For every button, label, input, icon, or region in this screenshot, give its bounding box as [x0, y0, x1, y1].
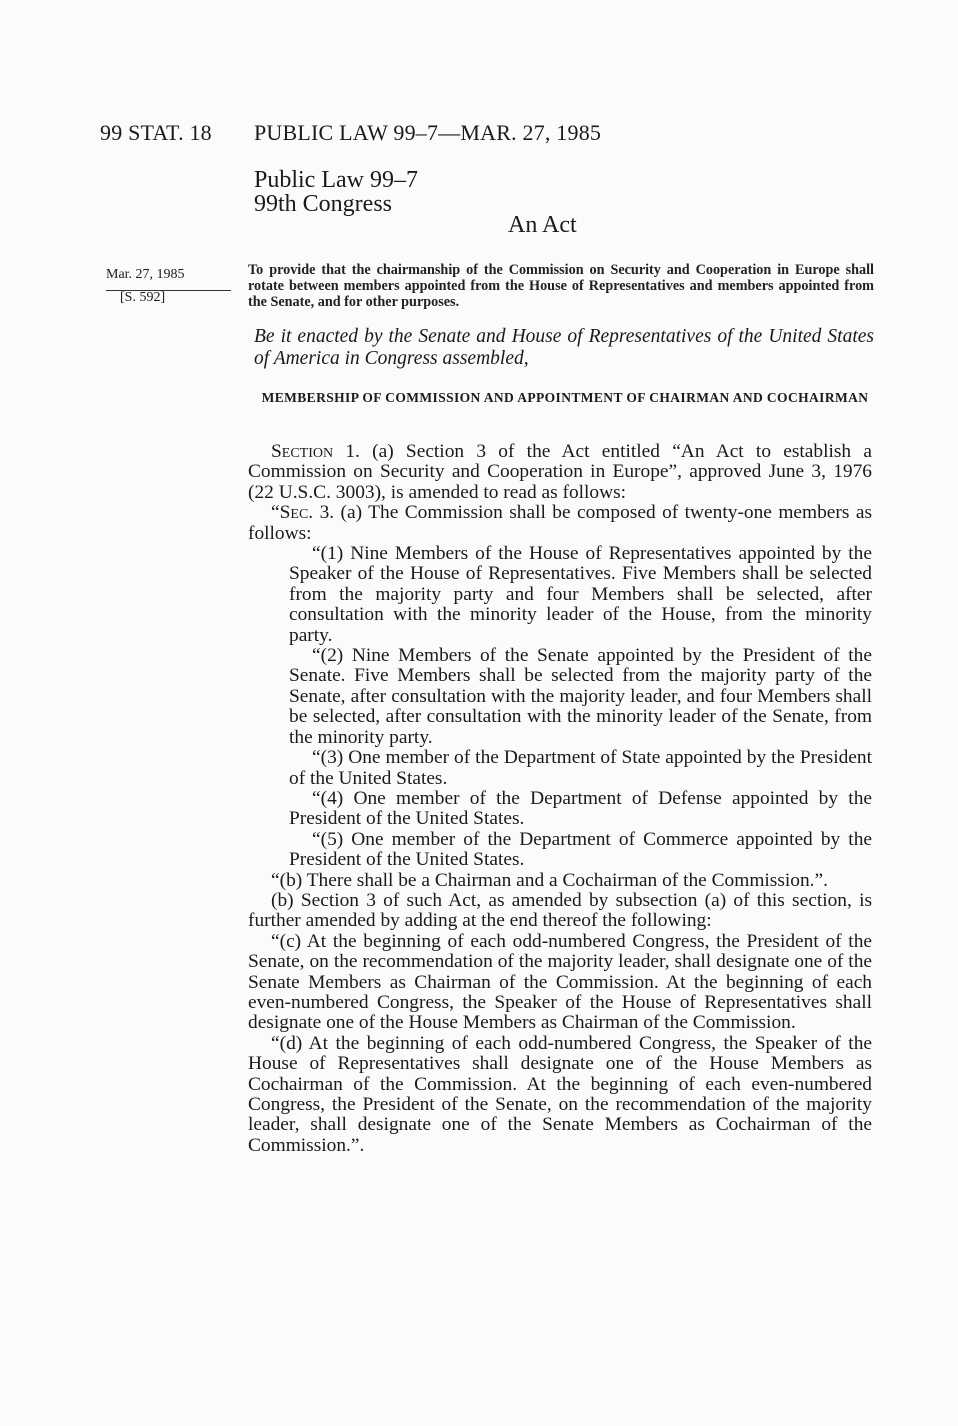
margin-date: Mar. 27, 1985	[106, 267, 185, 282]
running-header: PUBLIC LAW 99–7—MAR. 27, 1985	[254, 120, 602, 145]
stat-reference: 99 STAT. 18	[100, 120, 212, 145]
public-law-number: Public Law 99–7	[254, 167, 418, 193]
section-label: Section	[271, 441, 334, 462]
section-heading: MEMBERSHIP OF COMMISSION AND APPOINTMENT OF CHAIRMAN AND COCHAIRMAN	[261, 390, 869, 405]
clause-5: “(5) One member of the Department of Commerce appointed by the President of the United States.	[289, 828, 872, 871]
section-1-paragraph: Section 1. (a) Section 3 of the Act entitled “An Act to establish a Commission on Security and Cooperation in Europe”, approved June 3, 1976 (22 U.S.C. 3003), is amended to read as follows:	[248, 441, 872, 503]
subsection-c: “(c) At the beginning of each odd-numbered Congress, the President of the Senate, on the recommendation of the majority leader, shall designate one of the Senate Members as Chairman of the Commission. At the beginning of each even-numbered Congress, the Speaker of the House of Representatives shall designate one of the House Members as Chairman of the Commission.	[248, 930, 872, 1034]
amendment-b-paragraph: (b) Section 3 of such Act, as amended by subsection (a) of this section, is further amended by adding at the end thereof the following:	[248, 889, 872, 932]
congress-number: 99th Congress	[254, 191, 392, 217]
subsection-d: “(d) At the beginning of each odd-numbered Congress, the Speaker of the House of Representatives shall designate one of the House Members as Cochairman of the Commission. At the beginning of each even-numbered Congress, the President of the Senate, on the recommendation of the majority leader, shall designate one of the Senate Members as Cochairman of the Commission.”.	[248, 1032, 872, 1156]
clause-2: “(2) Nine Members of the Senate appointed by the President of the Senate. Five Members shall be selected from the majority party of the Senate, after consultation with the majority leader, and four Members shall be selected, after consultation with the minority leader of the Senate, from the minority party.	[289, 645, 872, 748]
purpose-statement: To provide that the chairmanship of the Commission on Security and Cooperation in Europe shall rotate between members appointed from the House of Representatives and members appointed from the Senate, and for other purposes.	[248, 262, 874, 310]
enacting-clause: Be it enacted by the Senate and House of Representatives of the United States of America in Congress assembled,	[254, 326, 874, 369]
clause-1: “(1) Nine Members of the House of Representatives appointed by the Speaker of the House of Representatives. Five Members shall be selected from the majority party and four Members shall be selected, after consultation with the minority leader of the House, from the minority party.	[289, 543, 872, 646]
sec-3-paragraph: “Sec. 3. (a) The Commission shall be composed of twenty-one members as follows:	[248, 502, 872, 544]
statute-body	[248, 442, 872, 1156]
margin-bill-number: [S. 592]	[120, 290, 166, 305]
clause-4: “(4) One member of the Department of Defense appointed by the President of the United States.	[289, 787, 872, 830]
act-title: An Act	[508, 212, 577, 238]
clause-3: “(3) One member of the Department of State appointed by the President of the United States.	[289, 747, 872, 789]
sec-label: Sec	[279, 502, 309, 524]
subsection-b: “(b) There shall be a Chairman and a Cochairman of the Commission.”.	[271, 869, 828, 891]
